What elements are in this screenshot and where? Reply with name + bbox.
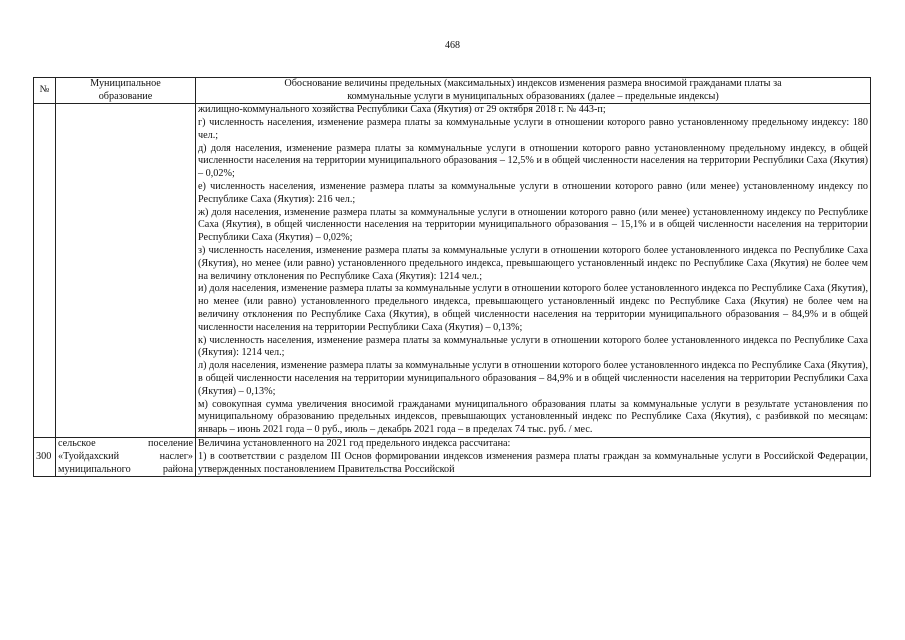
cell-number-empty xyxy=(34,104,56,438)
paragraph: м) совокупная сумма увеличения вносимой гражданами муниципального образования платы за коммунальные услуги в результате установления по муниципальному образованию предельных индексов, превышающих установленный индекс по Республике Саха (Якутия), с разбивкой по месяцам: январь – июнь 2021 года – 0 руб., июль – декабрь 2021 года – в пределах 74 тыс. руб. / мес. xyxy=(198,398,868,436)
paragraph: г) численность населения, изменение размера платы за коммунальные услуги в отношении которого равно установленному предельному индексу: 180 чел.; xyxy=(198,116,868,141)
paragraph: д) доля населения, изменение размера платы за коммунальные услуги в отношении которого равно установленному предельному индексу, в общей численности населения на территории муниципального образования – 12,5% и в общей численности населения на территории Республики Саха (Якутия) – 0,02%; xyxy=(198,142,868,180)
municipality-line xyxy=(58,451,193,464)
header-basis-line2: коммунальные услуги в муниципальных образованиях (далее – предельные индексы) xyxy=(347,90,719,102)
paragraph: и) доля населения, изменение размера платы за коммунальные услуги в отношении которого более установленного индекса по Республике Саха (Якутия), но менее (или равно) установленного предельного индекса, превышающего установленный индекс по Республике Саха (Якутия) не более чем на величину отклонения по Республике Саха (Якутия), в общей численности населения на территории муниципального образования – 84,9% и в общей численности населения на территории Республики Саха (Якутия) – 0,13%; xyxy=(198,283,868,333)
municipality-word: наслег» xyxy=(159,450,193,462)
cell-municipality xyxy=(56,437,196,476)
paragraph: 1) в соответствии с разделом III Основ формировании индексов изменения размера платы граждан за коммунальные услуги в Российской Федерации, утвержденных постановлением Правительства Российской xyxy=(198,450,868,475)
header-basis-line1: Обоснование величины предельных (максимальных) индексов изменения размера вносимой гражданами платы за xyxy=(284,78,782,89)
paragraph: л) доля населения, изменение размера платы за коммунальные услуги в отношении которого более установленного индекса по Республике Саха (Якутия), в общей численности населения на территории муниципального образования – 84,9% и в общей численности населения на территории Республики Саха (Якутия) – 0,13%; xyxy=(198,360,868,397)
municipality-word: муниципального xyxy=(58,463,131,475)
municipality-word: поселение xyxy=(148,437,193,449)
table-header-row xyxy=(34,78,871,104)
paragraph: е) численность населения, изменение размера платы за коммунальные услуги в отношении которого равно (или менее) установленному индексу по Республике Саха (Якутия): 216 чел.; xyxy=(198,180,868,205)
table-row-300 xyxy=(34,437,871,476)
municipality-line xyxy=(58,438,193,451)
row-number: 300 xyxy=(36,450,52,462)
municipality-line xyxy=(58,464,193,477)
paragraph: к) численность населения, изменение размера платы за коммунальные услуги в отношении которого более установленного индекса по Республике Саха (Якутия): 1214 чел.; xyxy=(198,334,868,359)
paragraph: ж) доля населения, изменение размера платы за коммунальные услуги в отношении которого равно (или менее) установленному индексу по Республике Саха (Якутия), в общей численности населения на территории муниципального образования – 15,1% и в общей численности населения на территории Республики Саха (Якутия) – 0,02%; xyxy=(198,206,868,244)
paragraph: жилищно-коммунального хозяйства Республики Саха (Якутия) от 29 октября 2018 г. № 443-п; xyxy=(198,104,606,116)
header-basis xyxy=(196,78,871,104)
paragraph: з) численность населения, изменение размера платы за коммунальные услуги в отношении которого более установленного индекса по Республике Саха (Якутия), но менее (или равно) установленного предельного индекса, превышающего установленный индекс по Республике Саха (Якутия) не более чем на величину отклонения по Республике Саха (Якутия): 1214 чел.; xyxy=(198,244,868,282)
header-number xyxy=(34,78,56,104)
municipality-word: района xyxy=(162,463,193,475)
table-row-continuation xyxy=(34,104,871,438)
header-municipality-line1: Муниципальное xyxy=(90,78,161,89)
header-number-label: № xyxy=(39,84,50,96)
cell-municipality-empty xyxy=(56,104,196,438)
header-municipality-line2: образование xyxy=(98,90,153,102)
page-number: 468 xyxy=(445,40,460,51)
header-municipality xyxy=(56,78,196,104)
cell-basis xyxy=(196,437,871,476)
paragraph: Величина установленного на 2021 год предельного индекса рассчитана: xyxy=(198,437,511,449)
municipality-word: «Туойдахский xyxy=(58,450,120,462)
document-table xyxy=(33,77,871,477)
municipality-word: сельское xyxy=(58,437,96,449)
cell-basis-continuation xyxy=(196,104,871,438)
cell-number xyxy=(34,437,56,476)
